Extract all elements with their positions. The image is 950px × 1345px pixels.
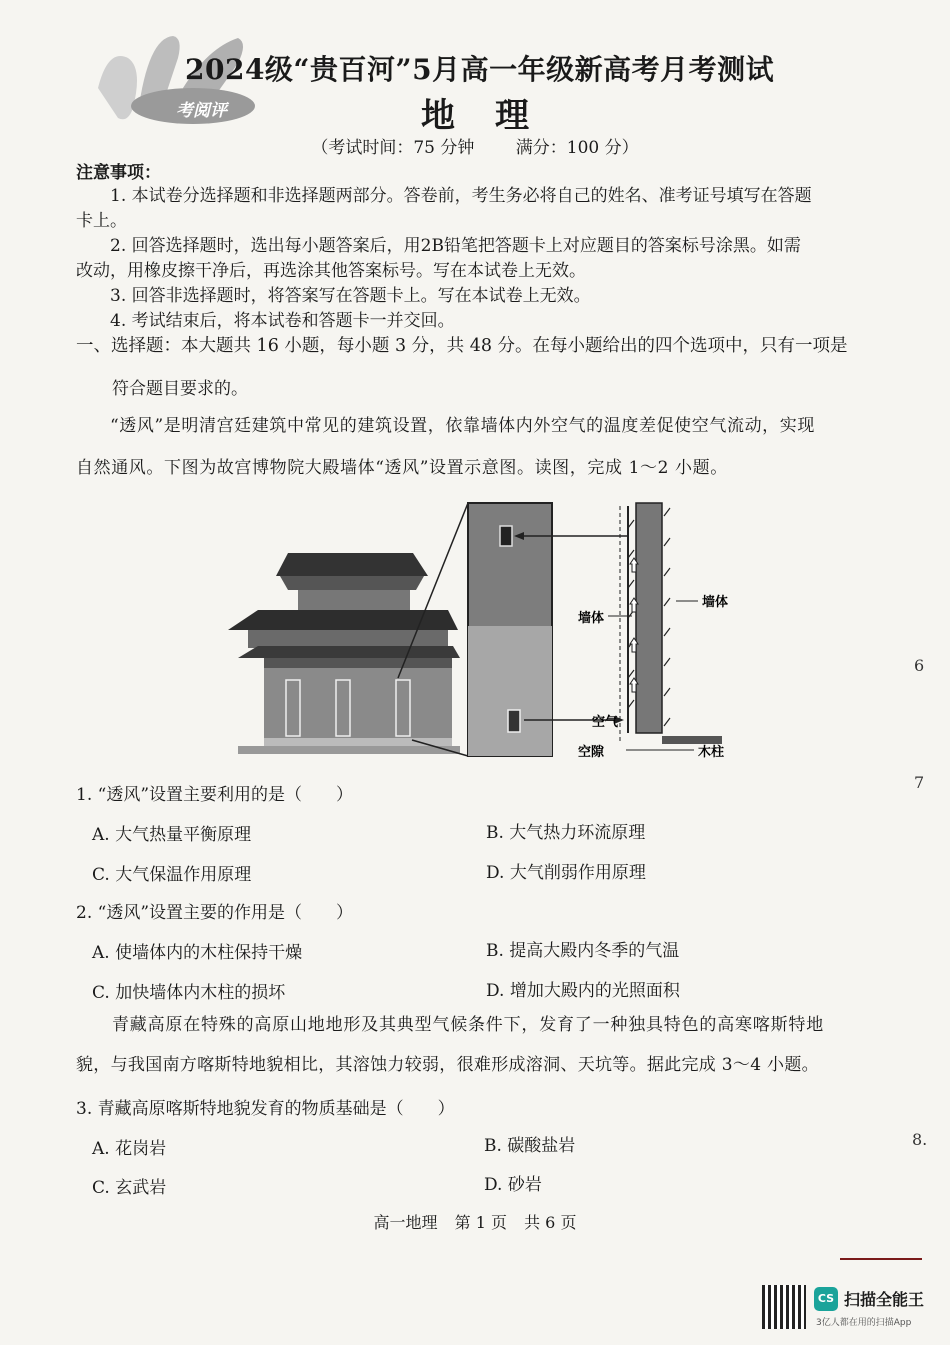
logo-text: 考阅评 — [176, 101, 227, 121]
scanner-tagline: 3亿人都在用的扫描App — [816, 1318, 912, 1328]
option-c: C. 加快墙体内木柱的损坏 — [92, 983, 286, 1003]
label-wall-right: 墙体 — [702, 595, 729, 610]
option-b: B. 提高大殿内冬季的气温 — [486, 941, 680, 961]
option-b: B. 碳酸盐岩 — [484, 1136, 576, 1156]
option-a: A. 花岗岩 — [92, 1139, 167, 1159]
ventilation-diagram — [228, 498, 748, 763]
page-footer — [0, 1210, 950, 1233]
label-air: 空气 — [592, 715, 619, 730]
option-d: D. 增加大殿内的光照面积 — [486, 981, 680, 1001]
question-stem: 1. “透风”设置主要利用的是（ ） — [76, 785, 354, 805]
exam-info — [0, 133, 950, 158]
margin-mark: 8. — [912, 1130, 928, 1149]
exam-time: （考试时间：75 分钟 — [311, 138, 475, 158]
option-d: D. 砂岩 — [484, 1175, 542, 1195]
passage-line: 貌，与我国南方喀斯特地貌相比，其溶蚀力较弱，很难形成溶洞、天坑等。据此完成 3～4 小题。 — [76, 1055, 819, 1075]
footer-total: 共 6 页 — [524, 1213, 577, 1232]
section-heading: 一、选择题：本大题共 16 小题，每小题 3 分，共 48 分。在每小题给出的四个选项中，只有一项是 — [76, 336, 848, 356]
question-stem: 2. “透风”设置主要的作用是（ ） — [76, 903, 354, 923]
subject-title: 地理 — [421, 96, 569, 136]
cs-logo-icon: CS — [814, 1287, 838, 1311]
passage-line: “透风”是明清宫廷建筑中常见的建筑设置，依靠墙体内外空气的温度差促使空气流动，实现 — [110, 416, 815, 436]
option-d: D. 大气削弱作用原理 — [486, 863, 646, 883]
label-gap: 空隙 — [578, 745, 605, 760]
palace-illustration — [228, 553, 460, 754]
label-wall-left: 墙体 — [578, 611, 605, 626]
scanner-watermark — [762, 1283, 937, 1331]
footer-page: 第 1 页 — [454, 1213, 507, 1232]
note-line: 3. 回答非选择题时，将答案写在答题卡上。写在本试卷上无效。 — [110, 286, 591, 306]
note-line: 1. 本试卷分选择题和非选择题两部分。答卷前，考生务必将自己的姓名、准考证号填写在答题 — [110, 186, 812, 206]
passage-line: 自然通风。下图为故宫博物院大殿墙体“透风”设置示意图。读图，完成 1～2 小题。 — [76, 458, 728, 478]
qr-code-icon — [762, 1285, 806, 1329]
margin-mark: 6 — [914, 656, 925, 675]
exam-title: 2024级“贵百河”5月高一年级新高考月考测试 — [185, 53, 775, 86]
full-score: 满分：100 分） — [515, 138, 639, 158]
margin-mark: 7 — [914, 773, 925, 792]
note-line: 卡上。 — [76, 211, 127, 231]
question-stem: 3. 青藏高原喀斯特地貌发育的物质基础是（ ） — [76, 1099, 455, 1119]
option-b: B. 大气热力环流原理 — [486, 823, 646, 843]
scanner-brand: 扫描全能王 — [844, 1290, 925, 1309]
option-a: A. 大气热量平衡原理 — [92, 825, 252, 845]
scan-edge-line — [840, 1258, 922, 1260]
notes-heading: 注意事项： — [76, 163, 161, 183]
note-line: 2. 回答选择题时，选出每小题答案后，用2B铅笔把答题卡上对应题目的答案标号涂黑。如需 — [110, 236, 801, 256]
section-heading-cont: 符合题目要求的。 — [112, 379, 248, 399]
label-pillar: 木柱 — [698, 745, 725, 760]
note-line: 改动，用橡皮擦干净后，再选涂其他答案标号。写在本试卷上无效。 — [76, 261, 586, 281]
option-c: C. 大气保温作用原理 — [92, 865, 252, 885]
passage-line: 青藏高原在特殊的高原山地地形及其典型气候条件下，发育了一种独具特色的高寒喀斯特地 — [112, 1015, 824, 1035]
footer-subject: 高一地理 — [373, 1213, 438, 1232]
option-c: C. 玄武岩 — [92, 1178, 167, 1198]
note-line: 4. 考试结束后，将本试卷和答题卡一并交回。 — [110, 311, 455, 331]
option-a: A. 使墙体内的木柱保持干燥 — [92, 943, 303, 963]
